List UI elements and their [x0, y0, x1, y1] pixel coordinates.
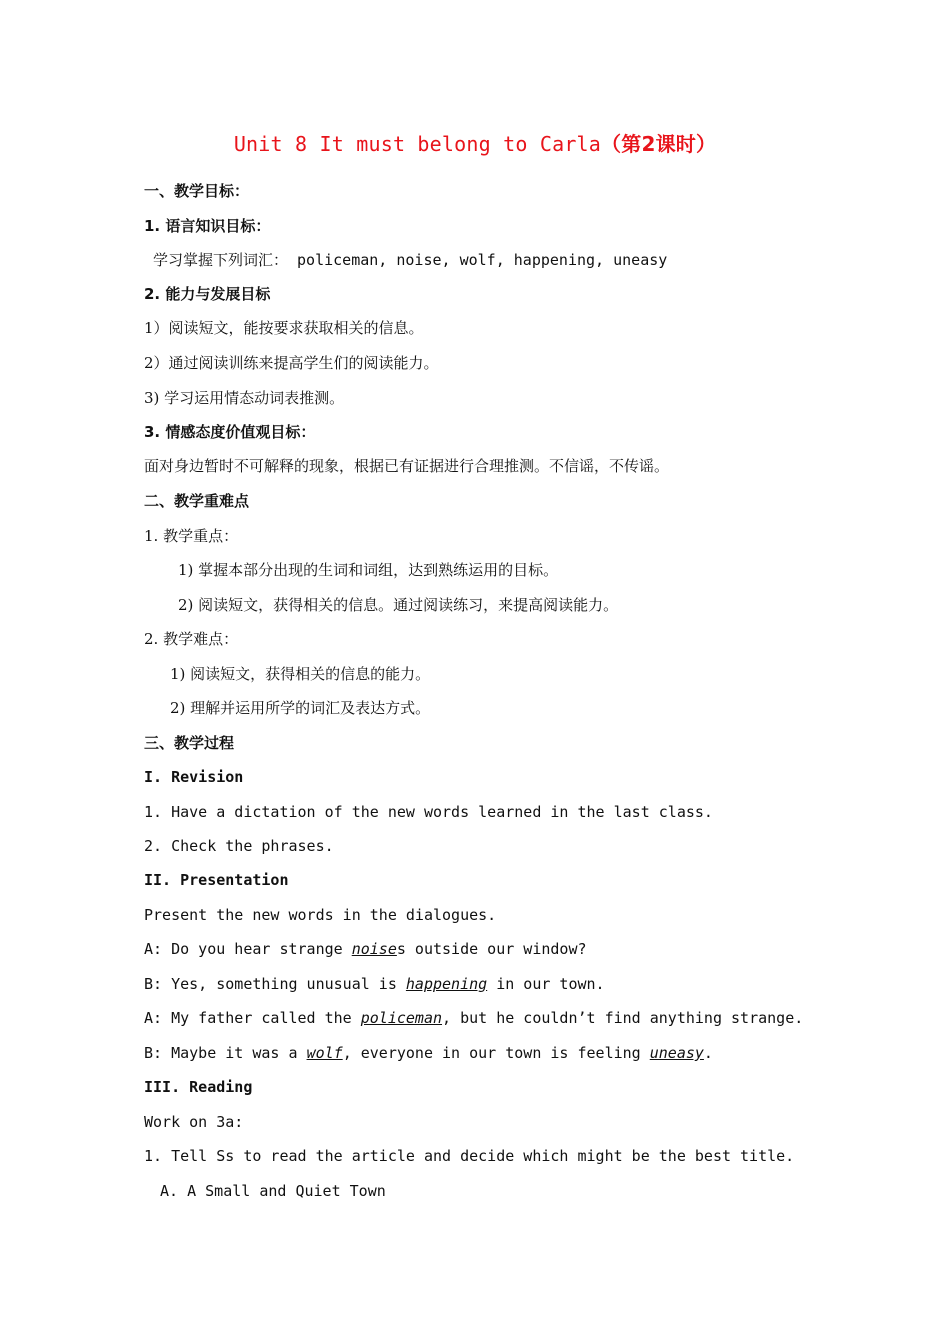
key-points-heading: 1. 教学重点： — [144, 527, 239, 545]
revision-item: 1. Have a dictation of the new words learned in the last class. — [144, 803, 713, 821]
vocab-underlined: policeman — [360, 1009, 443, 1027]
ability-goal-item: 1）阅读短文，能按要求获取相关的信息。 — [144, 319, 424, 337]
document-title — [0, 128, 950, 157]
dialogue-text: s outside our window? — [396, 940, 587, 958]
vocab-underlined: noise — [351, 940, 397, 958]
dialogue-text: , everyone in our town is feeling — [342, 1044, 650, 1062]
section-1-2-heading: 2. 能力与发展目标 — [144, 285, 271, 303]
reading-intro: Work on 3a: — [144, 1113, 244, 1131]
dialogue-text: B: Yes, something unusual is — [144, 975, 406, 993]
vocab-underlined: happening — [405, 975, 488, 993]
reading-item: 1. Tell Ss to read the article and decide which might be the best title. — [144, 1147, 795, 1165]
dialogue-line — [144, 1008, 803, 1028]
key-point-item: 2) 阅读短文，获得相关的信息。通过阅读练习，来提高阅读能力。 — [178, 596, 619, 614]
section-1-1-heading: 1. 语言知识目标： — [144, 217, 271, 235]
dialogue-line — [144, 974, 605, 994]
dialogue-line — [144, 939, 587, 959]
dialogue-text: in our town. — [487, 975, 605, 993]
attitude-goal-text: 面对身边暂时不可解释的现象，根据已有证据进行合理推测。不信谣，不传谣。 — [144, 457, 670, 475]
vocabulary-list: 学习掌握下列词汇： policeman, noise, wolf, happening, uneasy — [153, 251, 668, 269]
dialogue-text: A: My father called the — [144, 1009, 361, 1027]
difficult-point-item: 2) 理解并运用所学的词汇及表达方式。 — [170, 699, 431, 717]
ability-goal-item: 3) 学习运用情态动词表推测。 — [144, 389, 345, 407]
dialogue-text: . — [703, 1044, 713, 1062]
key-point-item: 1) 掌握本部分出现的生词和词组，达到熟练运用的目标。 — [178, 561, 559, 579]
dialogue-text: A: Do you hear strange — [144, 940, 352, 958]
title-lesson-number: （第2课时） — [601, 132, 717, 156]
dialogue-text: B: Maybe it was a — [144, 1044, 307, 1062]
presentation-heading: II. Presentation — [144, 871, 289, 889]
difficult-points-heading: 2. 教学难点： — [144, 630, 239, 648]
difficult-point-item: 1) 阅读短文，获得相关的信息的能力。 — [170, 665, 431, 683]
reading-option: A. A Small and Quiet Town — [160, 1182, 386, 1200]
reading-heading: III. Reading — [144, 1078, 253, 1096]
section-1-3-heading: 3. 情感态度价值观目标： — [144, 423, 316, 441]
section-3-heading: 三、教学过程 — [144, 734, 235, 752]
presentation-intro: Present the new words in the dialogues. — [144, 906, 497, 924]
vocab-underlined: wolf — [306, 1044, 343, 1062]
section-1-heading: 一、教学目标： — [144, 182, 250, 200]
dialogue-text: , but he couldn’t find anything strange. — [442, 1009, 804, 1027]
vocab-underlined: uneasy — [649, 1044, 704, 1062]
dialogue-line — [144, 1043, 713, 1063]
ability-goal-item: 2）通过阅读训练来提高学生们的阅读能力。 — [144, 354, 439, 372]
revision-heading: I. Revision — [144, 768, 244, 786]
title-main: Unit 8 It must belong to Carla — [233, 132, 602, 156]
section-2-heading: 二、教学重难点 — [144, 492, 250, 510]
revision-item: 2. Check the phrases. — [144, 837, 334, 855]
